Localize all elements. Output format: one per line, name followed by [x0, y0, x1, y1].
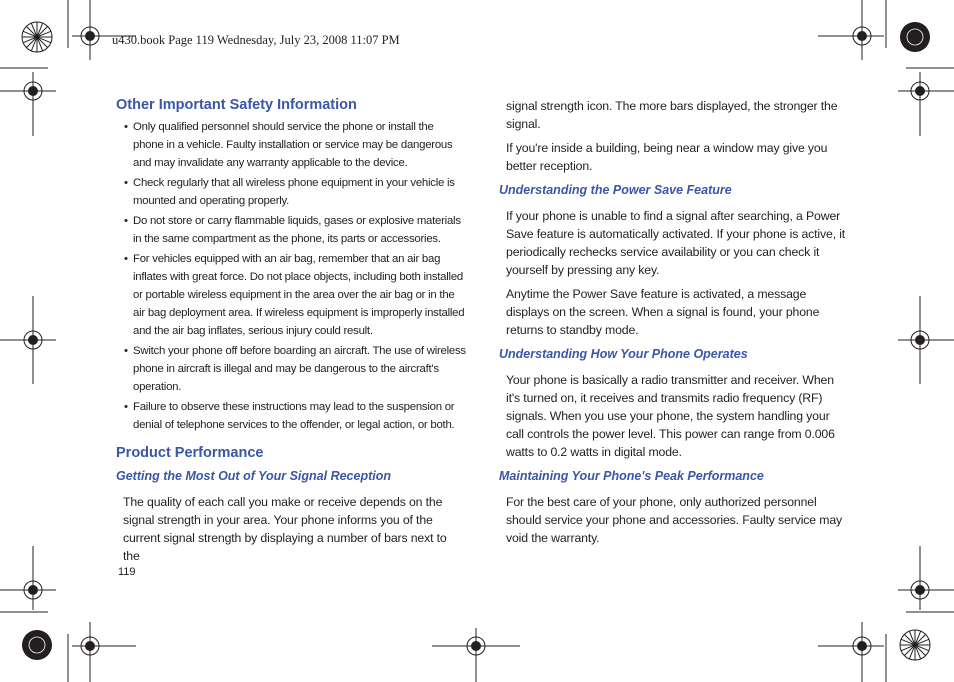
list-item: • Only qualified personnel should service the phone or install the phone in a vehicle. Faulty installation or service may be dangerous and may invalidate any warranty applicable to the device. [116, 118, 466, 172]
paragraph-signal-cont: signal strength icon. The more bars displayed, the stronger the signal. [506, 99, 838, 131]
crosshair-target-icon [850, 634, 874, 658]
crosshair-target-icon [464, 634, 488, 658]
paragraph-window: If you're inside a building, being near a window may give you better reception. [506, 141, 828, 173]
crosshair-target-icon [908, 328, 932, 352]
crosshair-target-icon [908, 79, 932, 103]
paragraph-phone-operates: Your phone is basically a radio transmitter and receiver. When it's turned on, it receives and transmits radio frequency (RF) signals. When you use your phone, the system handling your call controls the power level. This power can range from 0.006 watts to 0.2 watts in digital mode. [506, 373, 835, 459]
bullet-icon: • [124, 345, 128, 357]
crosshair-target-icon [908, 578, 932, 602]
paragraph-power-save: If your phone is unable to find a signal after searching, a Power Save feature is automatically activated. If your phone is active, it periodically rechecks service availability or you can check it yourself by pressing any key. [506, 209, 846, 277]
star-target-icon [898, 20, 932, 54]
list-item: • Switch your phone off before boarding an aircraft. The use of wireless phone in aircraft is illegal and may be dangerous to the aircraft's operation. [116, 342, 466, 396]
list-item: • For vehicles equipped with an air bag, remember that an air bag inflates with great force. Do not place objects, including both installed or portable wireless equipment in the area over the air bag or in the air bag deployment area. If wireless equipment is improperly installed and the air bag inflates, serious injury could result. [116, 250, 466, 340]
safety-bullet-list [116, 118, 466, 434]
subheading-phone-operates: Understanding How Your Phone Operates [499, 347, 748, 361]
paragraph-power-save-message: Anytime the Power Save feature is activated, a message displays on the screen. When a signal is found, your phone returns to standby mode. [506, 287, 820, 337]
crosshair-target-icon [78, 24, 102, 48]
subheading-signal-reception: Getting the Most Out of Your Signal Reception [116, 469, 391, 483]
print-header: u430.book Page 119 Wednesday, July 23, 2008 11:07 PM [112, 33, 400, 47]
subheading-power-save: Understanding the Power Save Feature [499, 183, 732, 197]
list-item: • Check regularly that all wireless phone equipment in your vehicle is mounted and operating properly. [116, 174, 466, 210]
page-number: 119 [118, 566, 136, 578]
crosshair-target-icon [21, 79, 45, 103]
left-column [116, 96, 466, 565]
star-target-icon [898, 628, 932, 662]
crosshair-target-icon [21, 578, 45, 602]
bullet-icon: • [124, 401, 128, 413]
section-heading-safety: Other Important Safety Information [116, 97, 357, 113]
star-target-icon [20, 628, 54, 662]
paragraph-signal: The quality of each call you make or receive depends on the signal strength in your area. Your phone informs you of the current signal strength by displaying a number of bars next to the [123, 495, 447, 563]
list-item: • Do not store or carry flammable liquids, gases or explosive materials in the same compartment as the phone, its parts or accessories. [116, 212, 466, 248]
crosshair-target-icon [21, 328, 45, 352]
bullet-icon: • [124, 215, 128, 227]
bullet-icon: • [124, 253, 128, 265]
crosshair-target-icon [78, 634, 102, 658]
section-heading-performance: Product Performance [116, 445, 264, 461]
bullet-icon: • [124, 177, 128, 189]
bullet-icon: • [124, 121, 128, 133]
subheading-peak-performance: Maintaining Your Phone's Peak Performance [499, 469, 764, 483]
paragraph-peak-performance: For the best care of your phone, only authorized personnel should service your phone and accessories. Faulty service may void the warranty. [506, 495, 843, 545]
right-column [499, 96, 849, 547]
star-target-icon [20, 20, 54, 54]
crosshair-target-icon [850, 24, 874, 48]
list-item: • Failure to observe these instructions may lead to the suspension or denial of telephone services to the offender, or legal action, or both. [116, 398, 466, 434]
